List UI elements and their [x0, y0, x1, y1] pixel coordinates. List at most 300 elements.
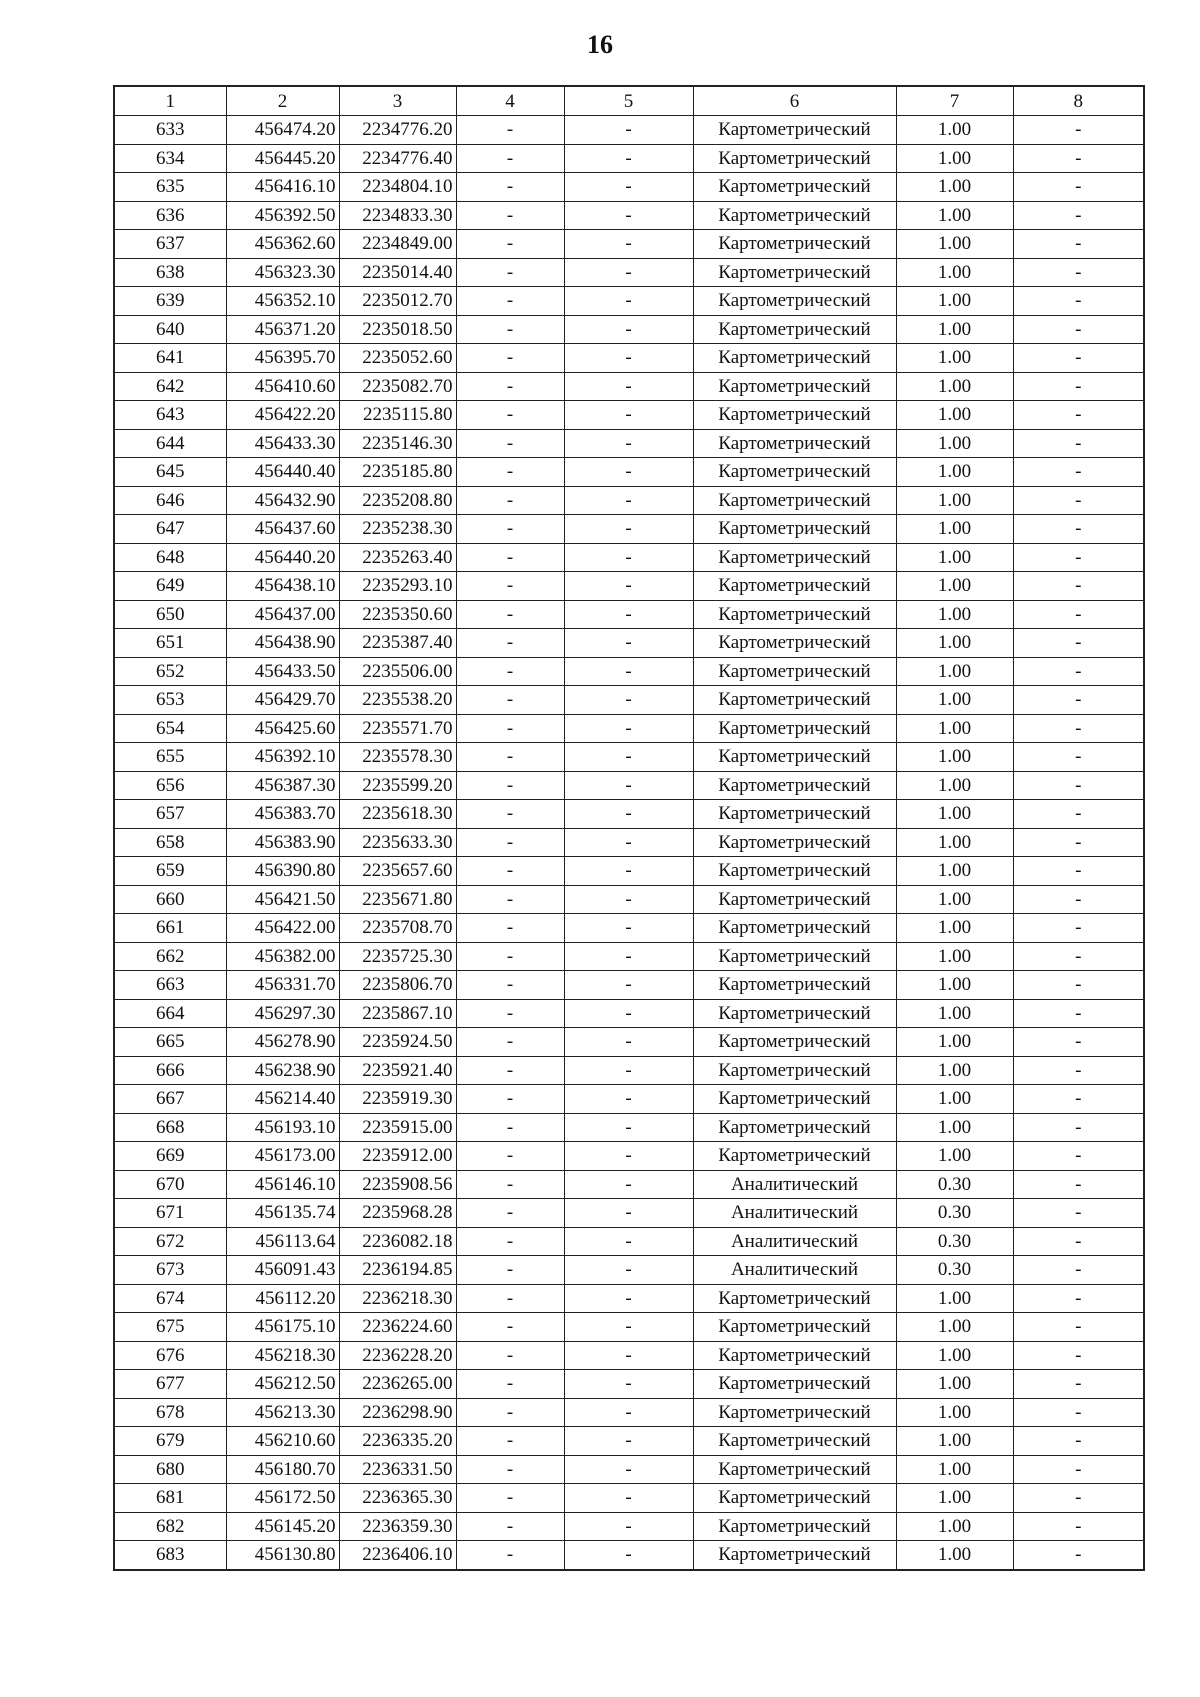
accuracy-cell: 1.00 [896, 657, 1013, 686]
y-coordinate-cell: 2235387.40 [339, 629, 456, 658]
x-coordinate-cell: 456130.80 [226, 1541, 339, 1570]
accuracy-cell: 1.00 [896, 458, 1013, 487]
point-number-cell: 682 [114, 1512, 226, 1541]
x-coordinate-cell: 456422.20 [226, 401, 339, 430]
method-cell: Картометрический [693, 600, 896, 629]
y-coordinate-cell: 2236406.10 [339, 1541, 456, 1570]
table-row [114, 1370, 1144, 1399]
column-4-cell: - [456, 600, 564, 629]
column-header-6: 6 [693, 86, 896, 116]
table-row [114, 344, 1144, 373]
x-coordinate-cell: 456175.10 [226, 1313, 339, 1342]
column-5-cell: - [564, 914, 693, 943]
table-row [114, 287, 1144, 316]
table-row [114, 885, 1144, 914]
accuracy-cell: 1.00 [896, 572, 1013, 601]
column-4-cell: - [456, 344, 564, 373]
y-coordinate-cell: 2235082.70 [339, 372, 456, 401]
table-row [114, 1113, 1144, 1142]
y-coordinate-cell: 2235578.30 [339, 743, 456, 772]
y-coordinate-cell: 2235263.40 [339, 543, 456, 572]
method-cell: Картометрический [693, 1370, 896, 1399]
x-coordinate-cell: 456212.50 [226, 1370, 339, 1399]
method-cell: Картометрический [693, 1056, 896, 1085]
column-8-cell: - [1013, 629, 1144, 658]
column-5-cell: - [564, 1512, 693, 1541]
column-header-8: 8 [1013, 86, 1144, 116]
method-cell: Картометрический [693, 1341, 896, 1370]
column-5-cell: - [564, 1256, 693, 1285]
table-row [114, 1170, 1144, 1199]
column-8-cell: - [1013, 315, 1144, 344]
table-row [114, 429, 1144, 458]
x-coordinate-cell: 456392.50 [226, 201, 339, 230]
column-5-cell: - [564, 600, 693, 629]
column-8-cell: - [1013, 1427, 1144, 1456]
table-row [114, 258, 1144, 287]
column-4-cell: - [456, 686, 564, 715]
y-coordinate-cell: 2235115.80 [339, 401, 456, 430]
y-coordinate-cell: 2235538.20 [339, 686, 456, 715]
accuracy-cell: 1.00 [896, 1113, 1013, 1142]
column-8-cell: - [1013, 942, 1144, 971]
column-5-cell: - [564, 144, 693, 173]
x-coordinate-cell: 456146.10 [226, 1170, 339, 1199]
method-cell: Картометрический [693, 1484, 896, 1513]
table-row [114, 657, 1144, 686]
column-5-cell: - [564, 1085, 693, 1114]
column-8-cell: - [1013, 543, 1144, 572]
table-row [114, 1455, 1144, 1484]
point-number-cell: 656 [114, 771, 226, 800]
column-header-1: 1 [114, 86, 226, 116]
column-5-cell: - [564, 173, 693, 202]
accuracy-cell: 1.00 [896, 116, 1013, 145]
accuracy-cell: 1.00 [896, 828, 1013, 857]
x-coordinate-cell: 456371.20 [226, 315, 339, 344]
column-8-cell: - [1013, 1341, 1144, 1370]
x-coordinate-cell: 456474.20 [226, 116, 339, 145]
method-cell: Картометрический [693, 629, 896, 658]
point-number-cell: 639 [114, 287, 226, 316]
point-number-cell: 645 [114, 458, 226, 487]
accuracy-cell: 0.30 [896, 1227, 1013, 1256]
accuracy-cell: 1.00 [896, 144, 1013, 173]
column-8-cell: - [1013, 1256, 1144, 1285]
y-coordinate-cell: 2236335.20 [339, 1427, 456, 1456]
y-coordinate-cell: 2235908.56 [339, 1170, 456, 1199]
table-row [114, 372, 1144, 401]
column-8-cell: - [1013, 429, 1144, 458]
method-cell: Картометрический [693, 201, 896, 230]
table-row [114, 714, 1144, 743]
table-row [114, 1142, 1144, 1171]
column-4-cell: - [456, 828, 564, 857]
accuracy-cell: 1.00 [896, 230, 1013, 259]
column-5-cell: - [564, 429, 693, 458]
point-number-cell: 659 [114, 857, 226, 886]
point-number-cell: 651 [114, 629, 226, 658]
x-coordinate-cell: 456145.20 [226, 1512, 339, 1541]
column-5-cell: - [564, 1484, 693, 1513]
column-8-cell: - [1013, 1284, 1144, 1313]
column-8-cell: - [1013, 1398, 1144, 1427]
point-number-cell: 643 [114, 401, 226, 430]
point-number-cell: 652 [114, 657, 226, 686]
point-number-cell: 653 [114, 686, 226, 715]
x-coordinate-cell: 456297.30 [226, 999, 339, 1028]
x-coordinate-cell: 456172.50 [226, 1484, 339, 1513]
column-8-cell: - [1013, 258, 1144, 287]
accuracy-cell: 1.00 [896, 543, 1013, 572]
table-row [114, 629, 1144, 658]
column-8-cell: - [1013, 828, 1144, 857]
x-coordinate-cell: 456432.90 [226, 486, 339, 515]
method-cell: Картометрический [693, 173, 896, 202]
x-coordinate-cell: 456382.00 [226, 942, 339, 971]
y-coordinate-cell: 2235571.70 [339, 714, 456, 743]
point-number-cell: 671 [114, 1199, 226, 1228]
accuracy-cell: 1.00 [896, 971, 1013, 1000]
point-number-cell: 655 [114, 743, 226, 772]
column-5-cell: - [564, 1398, 693, 1427]
method-cell: Картометрический [693, 1398, 896, 1427]
column-4-cell: - [456, 572, 564, 601]
table-row [114, 857, 1144, 886]
column-4-cell: - [456, 315, 564, 344]
table-row [114, 828, 1144, 857]
accuracy-cell: 1.00 [896, 771, 1013, 800]
column-5-cell: - [564, 486, 693, 515]
accuracy-cell: 1.00 [896, 1142, 1013, 1171]
point-number-cell: 662 [114, 942, 226, 971]
y-coordinate-cell: 2234833.30 [339, 201, 456, 230]
accuracy-cell: 1.00 [896, 401, 1013, 430]
table-header-row [114, 86, 1144, 116]
method-cell: Картометрический [693, 429, 896, 458]
column-8-cell: - [1013, 201, 1144, 230]
method-cell: Картометрический [693, 144, 896, 173]
accuracy-cell: 1.00 [896, 1341, 1013, 1370]
column-4-cell: - [456, 1085, 564, 1114]
y-coordinate-cell: 2235350.60 [339, 600, 456, 629]
method-cell: Картометрический [693, 1085, 896, 1114]
y-coordinate-cell: 2236265.00 [339, 1370, 456, 1399]
column-8-cell: - [1013, 771, 1144, 800]
point-number-cell: 633 [114, 116, 226, 145]
column-5-cell: - [564, 857, 693, 886]
column-4-cell: - [456, 515, 564, 544]
method-cell: Картометрический [693, 572, 896, 601]
method-cell: Картометрический [693, 885, 896, 914]
accuracy-cell: 1.00 [896, 999, 1013, 1028]
x-coordinate-cell: 456410.60 [226, 372, 339, 401]
point-number-cell: 649 [114, 572, 226, 601]
column-4-cell: - [456, 230, 564, 259]
point-number-cell: 644 [114, 429, 226, 458]
y-coordinate-cell: 2235633.30 [339, 828, 456, 857]
column-5-cell: - [564, 1056, 693, 1085]
point-number-cell: 679 [114, 1427, 226, 1456]
x-coordinate-cell: 456213.30 [226, 1398, 339, 1427]
column-8-cell: - [1013, 1455, 1144, 1484]
y-coordinate-cell: 2235599.20 [339, 771, 456, 800]
table-row [114, 1199, 1144, 1228]
column-4-cell: - [456, 543, 564, 572]
column-4-cell: - [456, 1341, 564, 1370]
method-cell: Картометрический [693, 1028, 896, 1057]
column-4-cell: - [456, 1398, 564, 1427]
accuracy-cell: 1.00 [896, 1284, 1013, 1313]
y-coordinate-cell: 2235506.00 [339, 657, 456, 686]
table-row [114, 1512, 1144, 1541]
column-5-cell: - [564, 657, 693, 686]
column-8-cell: - [1013, 1085, 1144, 1114]
column-8-cell: - [1013, 486, 1144, 515]
point-number-cell: 665 [114, 1028, 226, 1057]
column-5-cell: - [564, 1341, 693, 1370]
x-coordinate-cell: 456392.10 [226, 743, 339, 772]
column-5-cell: - [564, 743, 693, 772]
point-number-cell: 635 [114, 173, 226, 202]
column-8-cell: - [1013, 686, 1144, 715]
column-5-cell: - [564, 1284, 693, 1313]
y-coordinate-cell: 2236365.30 [339, 1484, 456, 1513]
y-coordinate-cell: 2235921.40 [339, 1056, 456, 1085]
table-row [114, 1541, 1144, 1570]
table-row [114, 458, 1144, 487]
column-5-cell: - [564, 543, 693, 572]
method-cell: Картометрический [693, 686, 896, 715]
column-4-cell: - [456, 914, 564, 943]
point-number-cell: 677 [114, 1370, 226, 1399]
accuracy-cell: 1.00 [896, 515, 1013, 544]
point-number-cell: 672 [114, 1227, 226, 1256]
method-cell: Картометрический [693, 714, 896, 743]
method-cell: Картометрический [693, 1313, 896, 1342]
x-coordinate-cell: 456437.00 [226, 600, 339, 629]
column-5-cell: - [564, 1227, 693, 1256]
accuracy-cell: 0.30 [896, 1170, 1013, 1199]
accuracy-cell: 1.00 [896, 629, 1013, 658]
column-5-cell: - [564, 458, 693, 487]
table-row [114, 1085, 1144, 1114]
column-header-5: 5 [564, 86, 693, 116]
table-row [114, 1028, 1144, 1057]
point-number-cell: 668 [114, 1113, 226, 1142]
accuracy-cell: 1.00 [896, 1541, 1013, 1570]
table-row [114, 771, 1144, 800]
column-8-cell: - [1013, 1113, 1144, 1142]
method-cell: Аналитический [693, 1170, 896, 1199]
method-cell: Картометрический [693, 230, 896, 259]
column-5-cell: - [564, 1370, 693, 1399]
column-4-cell: - [456, 771, 564, 800]
page-number: 16 [587, 30, 613, 59]
y-coordinate-cell: 2235657.60 [339, 857, 456, 886]
column-header-4: 4 [456, 86, 564, 116]
table-row [114, 1398, 1144, 1427]
point-number-cell: 636 [114, 201, 226, 230]
x-coordinate-cell: 456383.90 [226, 828, 339, 857]
point-number-cell: 673 [114, 1256, 226, 1285]
column-4-cell: - [456, 486, 564, 515]
method-cell: Картометрический [693, 771, 896, 800]
column-4-cell: - [456, 116, 564, 145]
y-coordinate-cell: 2235912.00 [339, 1142, 456, 1171]
column-8-cell: - [1013, 287, 1144, 316]
column-5-cell: - [564, 1113, 693, 1142]
table-row [114, 971, 1144, 1000]
column-header-3: 3 [339, 86, 456, 116]
point-number-cell: 661 [114, 914, 226, 943]
x-coordinate-cell: 456323.30 [226, 258, 339, 287]
point-number-cell: 641 [114, 344, 226, 373]
column-5-cell: - [564, 971, 693, 1000]
column-5-cell: - [564, 315, 693, 344]
column-4-cell: - [456, 372, 564, 401]
column-4-cell: - [456, 144, 564, 173]
x-coordinate-cell: 456440.40 [226, 458, 339, 487]
table-row [114, 315, 1144, 344]
column-5-cell: - [564, 714, 693, 743]
point-number-cell: 675 [114, 1313, 226, 1342]
accuracy-cell: 1.00 [896, 1085, 1013, 1114]
x-coordinate-cell: 456112.20 [226, 1284, 339, 1313]
point-number-cell: 648 [114, 543, 226, 572]
x-coordinate-cell: 456433.50 [226, 657, 339, 686]
column-4-cell: - [456, 1199, 564, 1228]
column-8-cell: - [1013, 173, 1144, 202]
accuracy-cell: 1.00 [896, 1028, 1013, 1057]
accuracy-cell: 1.00 [896, 1056, 1013, 1085]
method-cell: Картометрический [693, 344, 896, 373]
point-number-cell: 676 [114, 1341, 226, 1370]
method-cell: Картометрический [693, 1427, 896, 1456]
table-body [114, 116, 1144, 1570]
accuracy-cell: 1.00 [896, 344, 1013, 373]
column-5-cell: - [564, 401, 693, 430]
method-cell: Картометрический [693, 800, 896, 829]
table-row [114, 743, 1144, 772]
point-number-cell: 683 [114, 1541, 226, 1570]
column-4-cell: - [456, 429, 564, 458]
column-4-cell: - [456, 1541, 564, 1570]
column-8-cell: - [1013, 714, 1144, 743]
accuracy-cell: 1.00 [896, 429, 1013, 458]
table-row [114, 1056, 1144, 1085]
table-row [114, 1227, 1144, 1256]
column-8-cell: - [1013, 885, 1144, 914]
table-row [114, 942, 1144, 971]
y-coordinate-cell: 2235146.30 [339, 429, 456, 458]
point-number-cell: 640 [114, 315, 226, 344]
table-row [114, 1313, 1144, 1342]
column-4-cell: - [456, 173, 564, 202]
accuracy-cell: 1.00 [896, 800, 1013, 829]
column-4-cell: - [456, 1113, 564, 1142]
x-coordinate-cell: 456352.10 [226, 287, 339, 316]
accuracy-cell: 1.00 [896, 600, 1013, 629]
accuracy-cell: 1.00 [896, 714, 1013, 743]
x-coordinate-cell: 456438.10 [226, 572, 339, 601]
x-coordinate-cell: 456238.90 [226, 1056, 339, 1085]
column-5-cell: - [564, 629, 693, 658]
point-number-cell: 681 [114, 1484, 226, 1513]
column-8-cell: - [1013, 344, 1144, 373]
column-8-cell: - [1013, 144, 1144, 173]
x-coordinate-cell: 456416.10 [226, 173, 339, 202]
method-cell: Картометрический [693, 372, 896, 401]
y-coordinate-cell: 2235919.30 [339, 1085, 456, 1114]
column-4-cell: - [456, 657, 564, 686]
method-cell: Картометрический [693, 458, 896, 487]
table-row [114, 401, 1144, 430]
column-8-cell: - [1013, 230, 1144, 259]
accuracy-cell: 1.00 [896, 486, 1013, 515]
x-coordinate-cell: 456113.64 [226, 1227, 339, 1256]
column-4-cell: - [456, 1227, 564, 1256]
method-cell: Картометрический [693, 971, 896, 1000]
column-5-cell: - [564, 771, 693, 800]
y-coordinate-cell: 2234849.00 [339, 230, 456, 259]
table-row [114, 230, 1144, 259]
column-4-cell: - [456, 1284, 564, 1313]
column-8-cell: - [1013, 401, 1144, 430]
column-8-cell: - [1013, 1142, 1144, 1171]
column-5-cell: - [564, 885, 693, 914]
column-5-cell: - [564, 1170, 693, 1199]
column-5-cell: - [564, 258, 693, 287]
column-8-cell: - [1013, 1056, 1144, 1085]
column-4-cell: - [456, 1056, 564, 1085]
table-row [114, 1341, 1144, 1370]
accuracy-cell: 1.00 [896, 258, 1013, 287]
method-cell: Картометрический [693, 401, 896, 430]
accuracy-cell: 0.30 [896, 1256, 1013, 1285]
column-8-cell: - [1013, 800, 1144, 829]
y-coordinate-cell: 2235708.70 [339, 914, 456, 943]
point-number-cell: 663 [114, 971, 226, 1000]
method-cell: Картометрический [693, 1142, 896, 1171]
column-4-cell: - [456, 1313, 564, 1342]
y-coordinate-cell: 2236224.60 [339, 1313, 456, 1342]
column-8-cell: - [1013, 914, 1144, 943]
x-coordinate-cell: 456395.70 [226, 344, 339, 373]
accuracy-cell: 1.00 [896, 315, 1013, 344]
point-number-cell: 674 [114, 1284, 226, 1313]
table-row [114, 173, 1144, 202]
column-5-cell: - [564, 287, 693, 316]
method-cell: Картометрический [693, 1113, 896, 1142]
method-cell: Картометрический [693, 287, 896, 316]
accuracy-cell: 1.00 [896, 857, 1013, 886]
column-8-cell: - [1013, 1227, 1144, 1256]
column-8-cell: - [1013, 1370, 1144, 1399]
accuracy-cell: 1.00 [896, 1370, 1013, 1399]
y-coordinate-cell: 2235208.80 [339, 486, 456, 515]
column-5-cell: - [564, 372, 693, 401]
y-coordinate-cell: 2236194.85 [339, 1256, 456, 1285]
point-number-cell: 664 [114, 999, 226, 1028]
accuracy-cell: 1.00 [896, 1455, 1013, 1484]
method-cell: Картометрический [693, 914, 896, 943]
column-8-cell: - [1013, 372, 1144, 401]
y-coordinate-cell: 2236359.30 [339, 1512, 456, 1541]
y-coordinate-cell: 2235018.50 [339, 315, 456, 344]
table-row [114, 116, 1144, 145]
point-number-cell: 678 [114, 1398, 226, 1427]
